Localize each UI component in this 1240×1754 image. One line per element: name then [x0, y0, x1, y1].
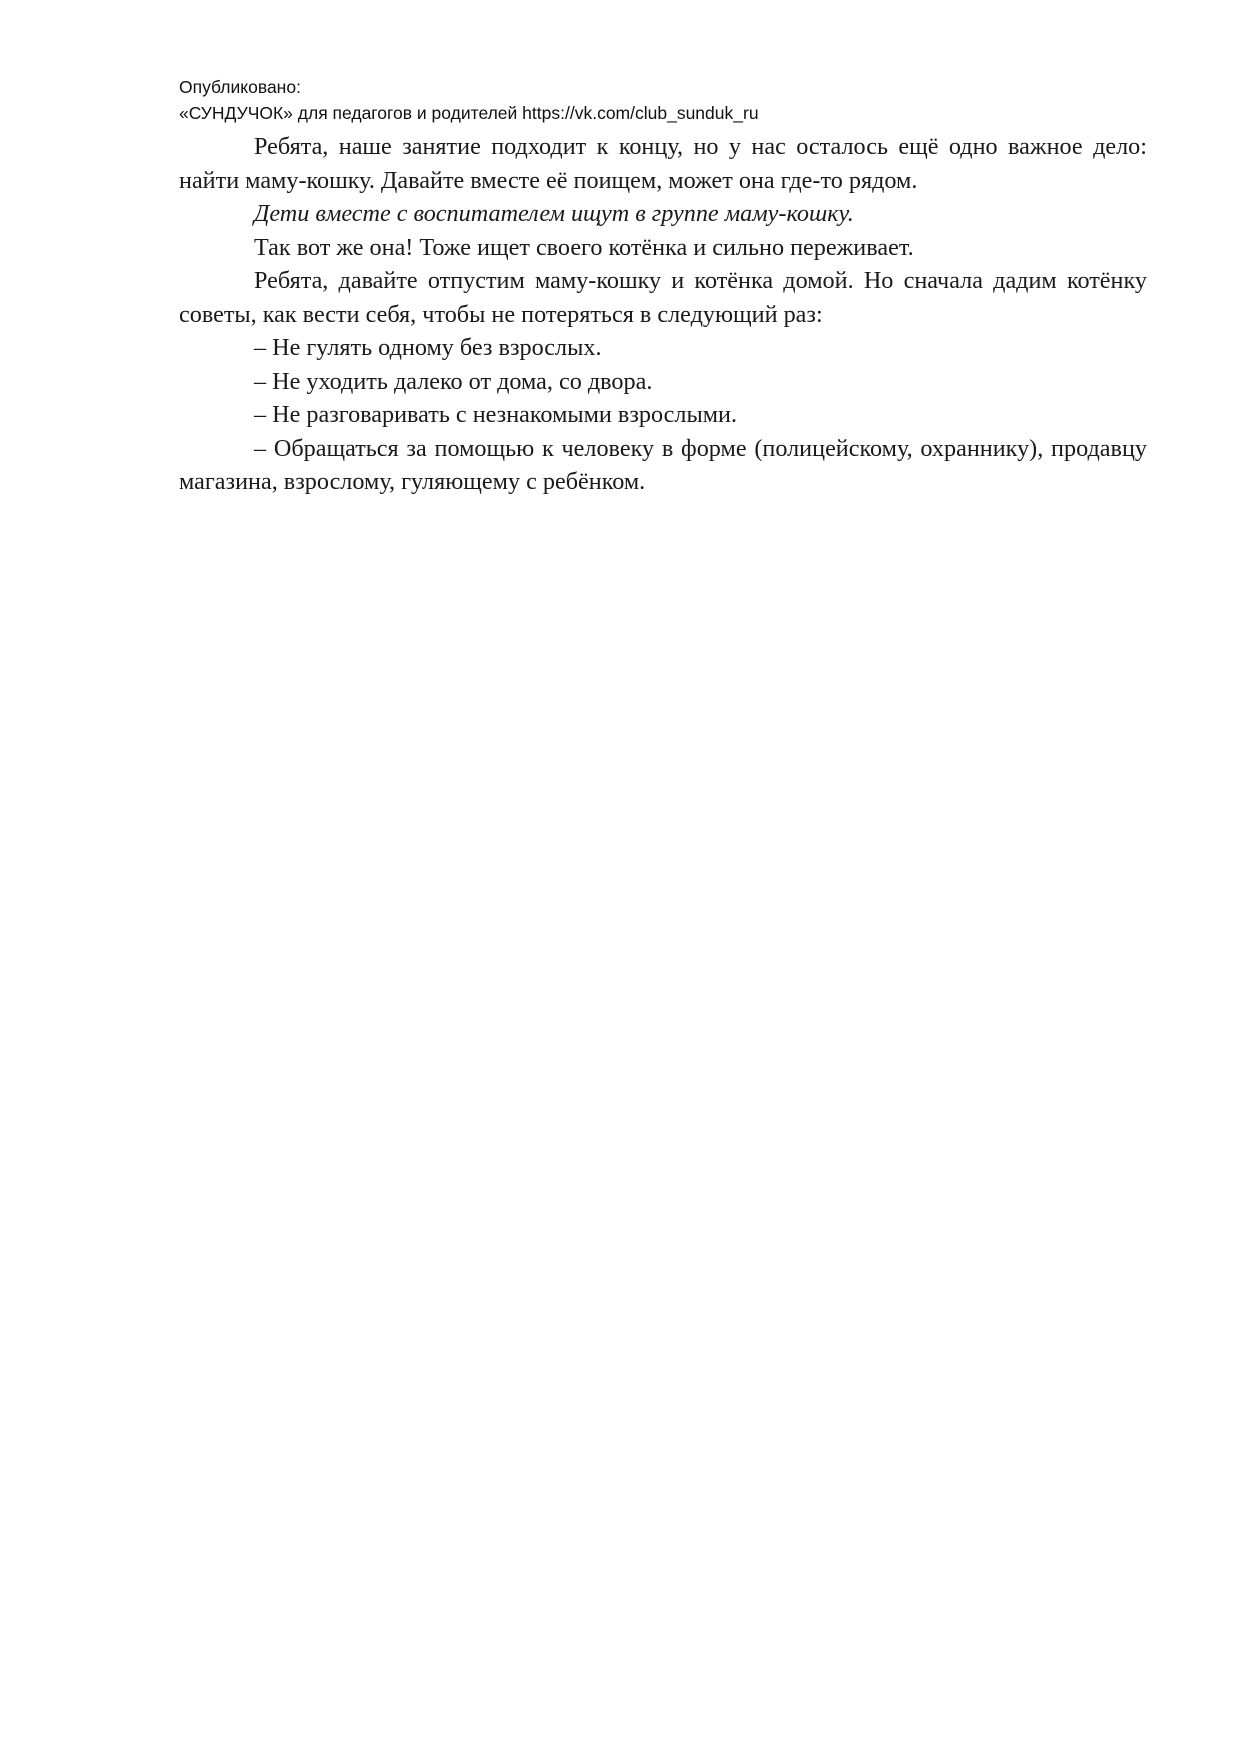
paragraph-advice-intro: Ребята, давайте отпустим маму-кошку и котёнка домой. Но сначала дадим котёнку советы, как вести себя, чтобы не потеряться в следующий раз: — [179, 267, 1147, 328]
paragraph-found-cat: Так вот же она! Тоже ищет своего котёнка и сильно переживает. — [254, 233, 914, 261]
advice-item-3: – Не разговаривать с незнакомыми взрослыми. — [254, 401, 738, 428]
advice-item-1: – Не гулять одному без взрослых. — [254, 334, 602, 361]
advice-item-2: – Не уходить далеко от дома, со двора. — [254, 367, 653, 395]
publisher-info: «СУНДУЧОК» для педагогов и родителей https://vk.com/club_sunduk_ru — [179, 103, 759, 123]
published-label: Опубликовано: — [179, 77, 301, 97]
paragraph-intro: Ребята, наше занятие подходит к концу, но у нас осталось ещё одно важное дело: найти маму-кошку. Давайте вместе её поищем, может она где-то рядом. — [179, 133, 1147, 194]
paragraph-stage-direction: Дети вместе с воспитателем ищут в группе маму-кошку. — [254, 200, 854, 227]
document-body — [179, 130, 1147, 499]
advice-item-4: – Обращаться за помощью к человеку в форме (полицейскому, охраннику), продавцу магазина, взрослому, гуляющему с ребёнком. — [179, 434, 1147, 495]
publication-header — [179, 74, 1139, 126]
